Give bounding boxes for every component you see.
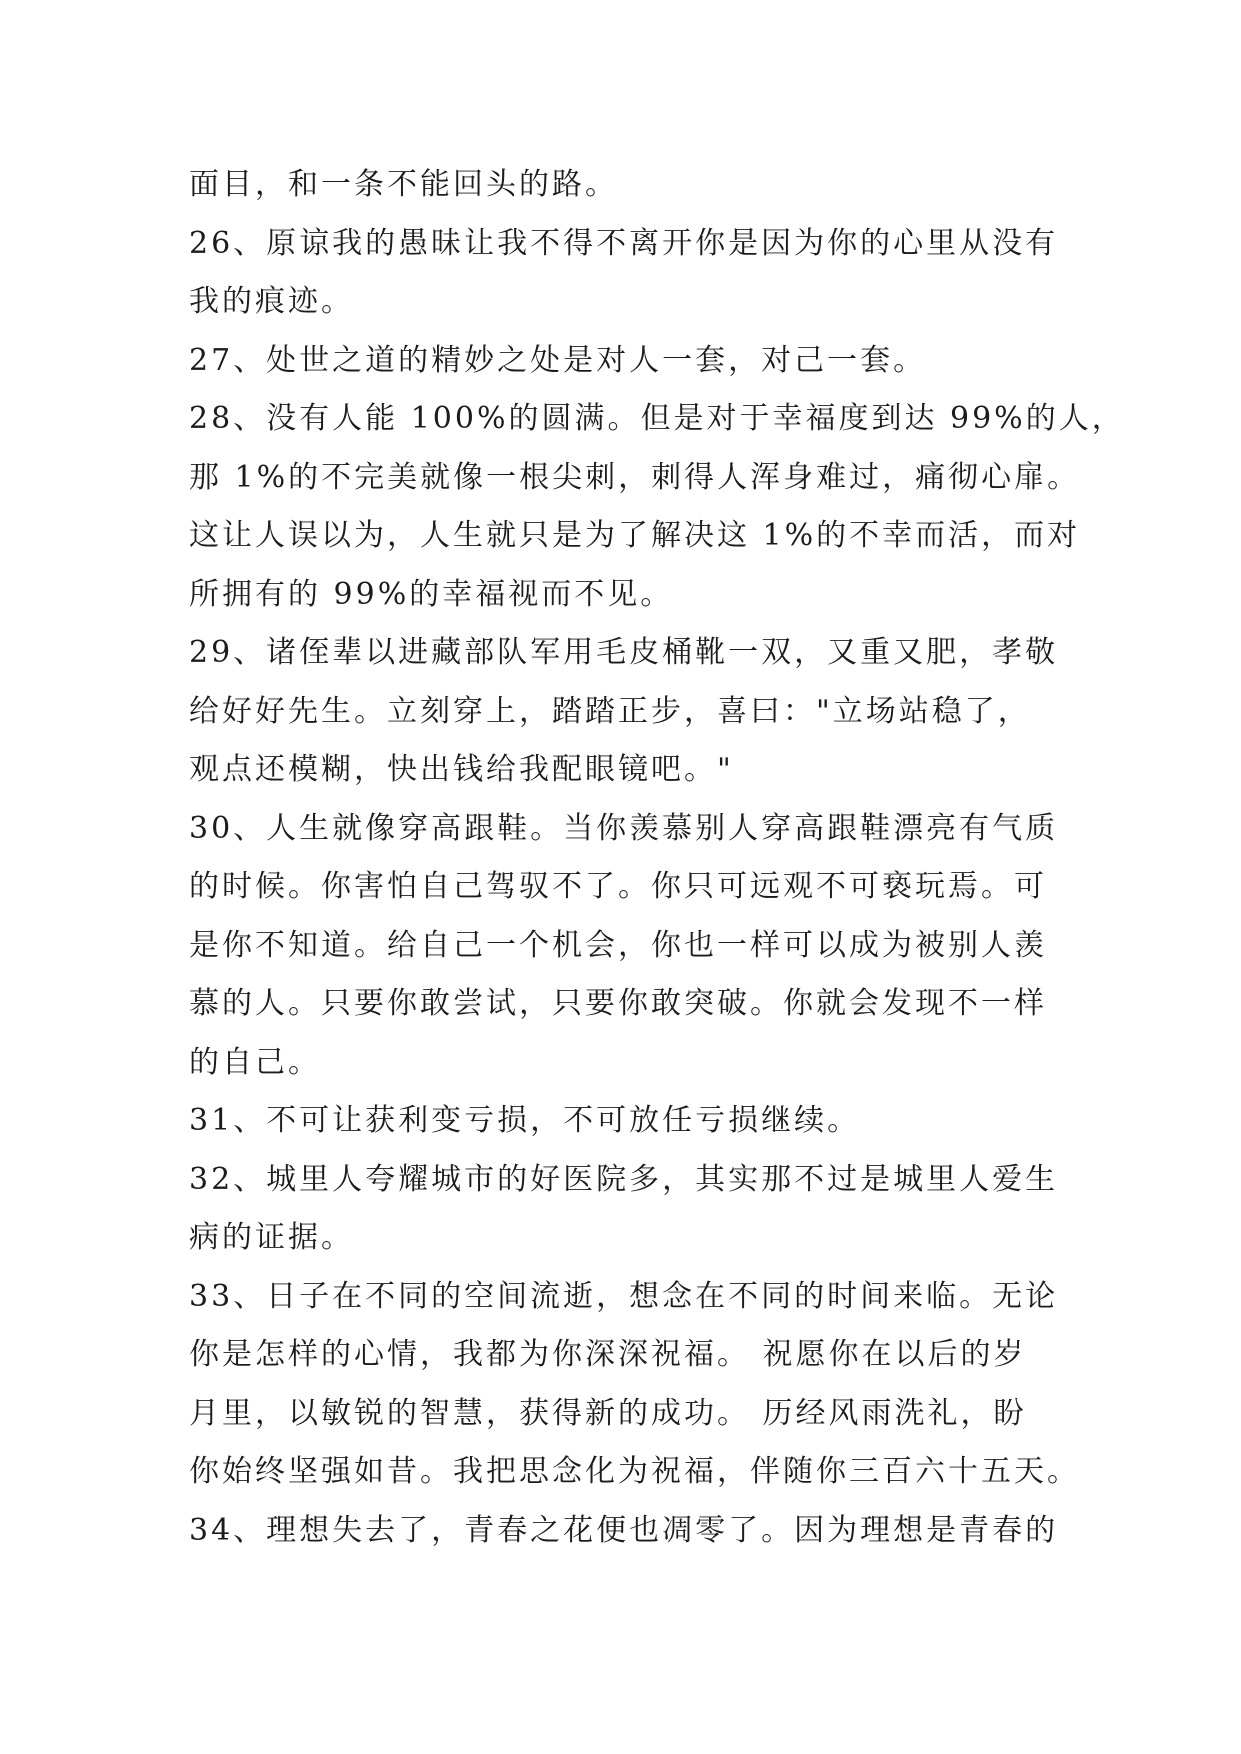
text-line: 是你不知道。给自己一个机会，你也一样可以成为被别人羡 (189, 927, 1047, 963)
text-line: 所拥有的 99%的幸福视而不见。 (189, 576, 674, 612)
text-line: 33、日子在不同的空间流逝，想念在不同的时间来临。无论 (189, 1278, 1059, 1314)
text-line: 26、原谅我的愚昧让我不得不离开你是因为你的心里从没有 (189, 225, 1059, 261)
text-line: 27、处世之道的精妙之处是对人一套，对己一套。 (189, 342, 927, 378)
text-line: 的时候。你害怕自己驾驭不了。你只可远观不可亵玩焉。可 (189, 869, 1047, 904)
text-line: 32、城里人夸耀城市的好医院多，其实那不过是城里人爱生 (189, 1161, 1059, 1197)
text-line: 的自己。 (189, 1044, 321, 1080)
text-line: 你是怎样的心情，我都为你深深祝福。 祝愿你在以后的岁 (189, 1337, 1027, 1372)
text-line: 那 1%的不完美就像一根尖刺，刺得人浑身难过，痛彻心扉。 (189, 459, 1081, 495)
text-line: 你始终坚强如昔。我把思念化为祝福，伴随你三百六十五天。 (189, 1454, 1080, 1489)
text-line: 观点还模糊，快出钱给我配眼镜吧。" (189, 752, 734, 787)
text-line: 慕的人。只要你敢尝试，只要你敢突破。你就会发现不一样 (189, 986, 1047, 1021)
text-line: 29、诸侄辈以进藏部队军用毛皮桶靴一双，又重又肥，孝敬 (189, 635, 1059, 670)
text-line: 30、人生就像穿高跟鞋。当你羡慕别人穿高跟鞋漂亮有气质 (189, 810, 1059, 846)
text-line: 我的痕迹。 (189, 284, 354, 319)
text-line: 病的证据。 (189, 1220, 354, 1255)
text-line: 28、没有人能 100%的圆满。但是对于幸福度到达 99%的人， (189, 401, 1125, 436)
text-line: 31、不可让获利变亏损，不可放任亏损继续。 (189, 1103, 861, 1138)
text-line: 34、理想失去了，青春之花便也凋零了。因为理想是青春的 (189, 1512, 1059, 1548)
document-body (189, 156, 1125, 1560)
text-line: 面目，和一条不能回头的路。 (189, 167, 618, 202)
text-line: 给好好先生。立刻穿上，踏踏正步，喜曰："立场站稳了， (189, 693, 1031, 729)
text-line: 月里，以敏锐的智慧，获得新的成功。 历经风雨洗礼，盼 (189, 1395, 1027, 1431)
text-line: 这让人误以为，人生就只是为了解决这 1%的不幸而活，而对 (189, 518, 1081, 553)
